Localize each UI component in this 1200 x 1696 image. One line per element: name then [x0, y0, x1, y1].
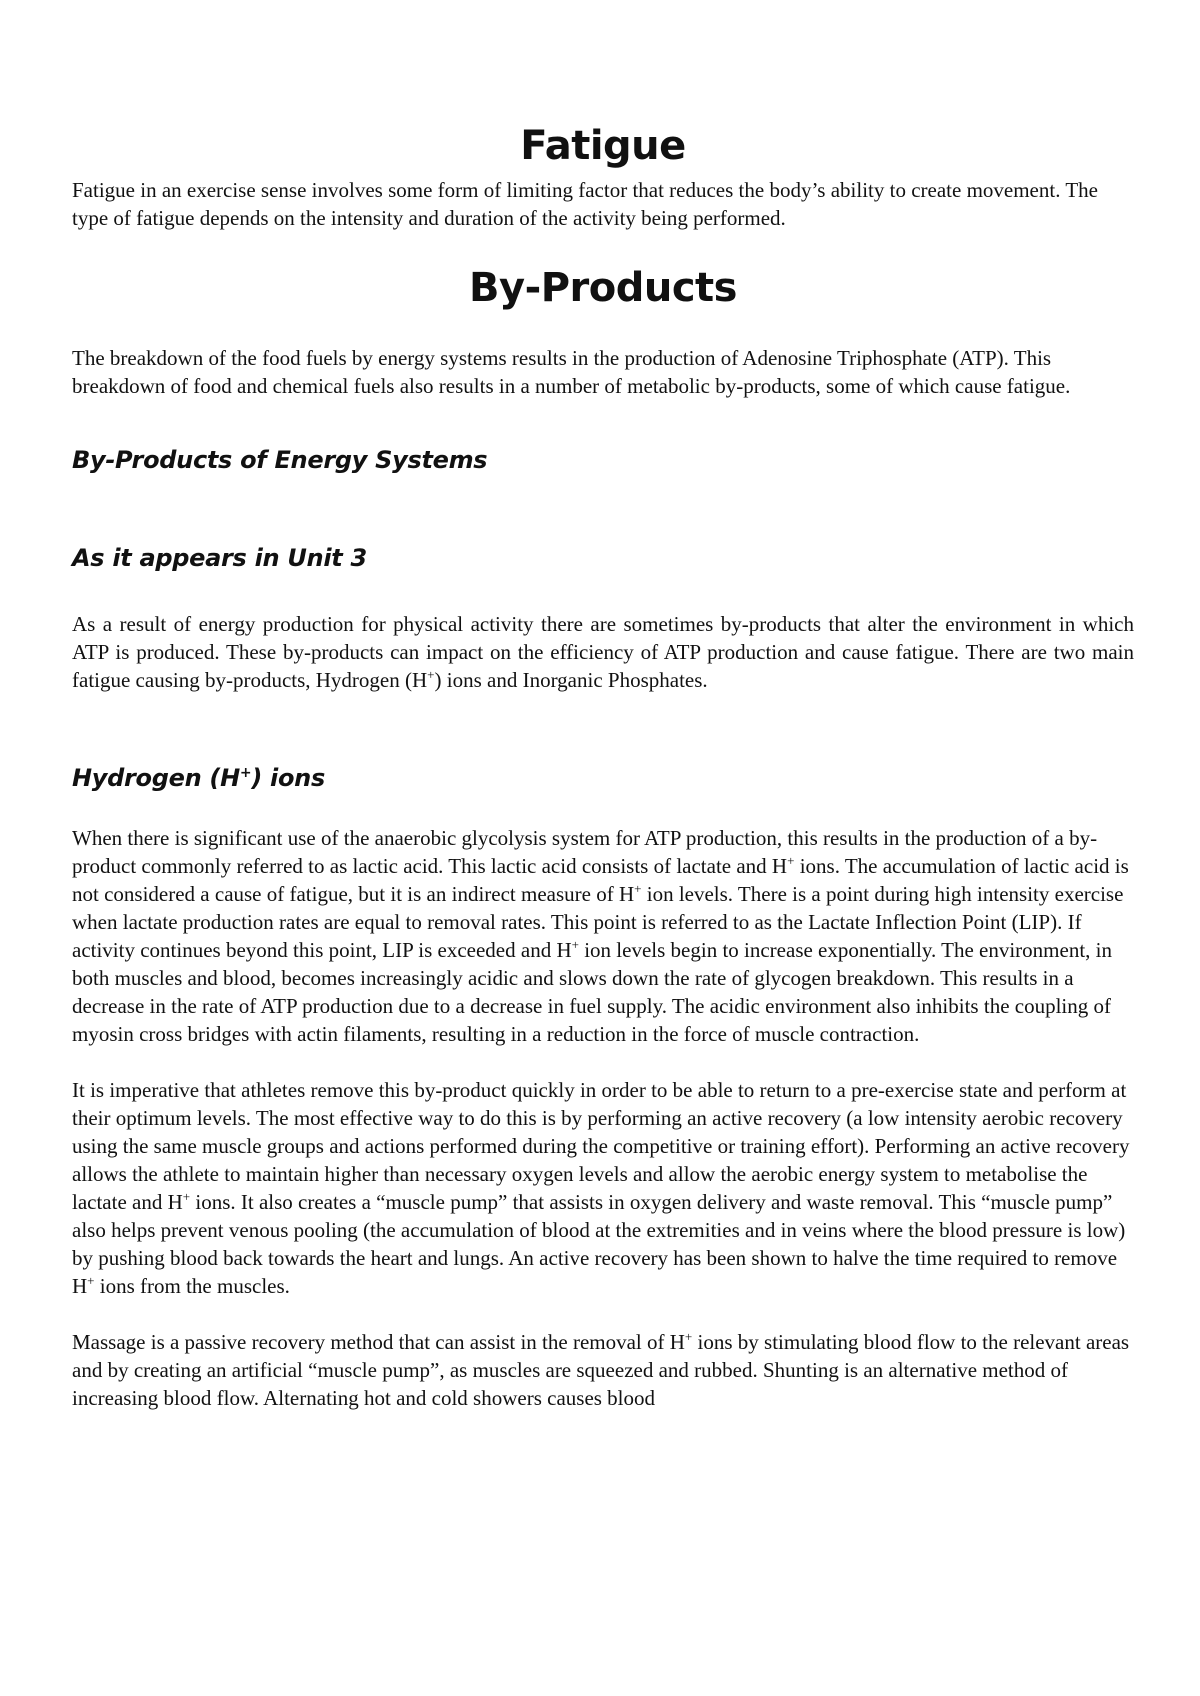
intro-paragraph: Fatigue in an exercise sense involves some form of limiting factor that reduces the body’s ability to create movement. The type of fatigue depends on the intensity and duration of the activity being performed. — [72, 178, 1098, 230]
byproducts-title: By-Products — [469, 265, 737, 311]
hydrogen-ions-heading — [72, 760, 1134, 796]
hp1-text-1: When there is significant use of the anaerobic glycolysis system for ATP production, this results in the production of a by-product commonly referred to as lactic acid. This lactic acid consists of lactate and H — [72, 826, 1098, 878]
unit3-text-b: ) ions and Inorganic Phosphates. — [434, 668, 708, 692]
hydrogen-paragraph-2 — [72, 1076, 1134, 1300]
hydrogen-paragraph-3 — [72, 1328, 1134, 1412]
hp1-text-4: ion levels begin to increase exponentially. The environment, in both muscles and blood, becomes increasingly acidic and slows down the rate of glycogen breakdown. This results in a decrease in the rate of ATP production due to a decrease in fuel supply. The acidic environment also inhibits the coupling of myosin cross bridges with actin filaments, resulting in a reduction in the force of muscle contraction. — [72, 938, 1112, 1046]
superscript-plus: + — [427, 667, 435, 682]
page-title: Fatigue — [520, 123, 686, 169]
hydrogen-paragraph-1 — [72, 824, 1134, 1048]
hp2-text-2: ions. It also creates a “muscle pump” that assists in oxygen delivery and waste removal. This “muscle pump” also helps prevent venous pooling (the accumulation of blood at the extremities and in veins where the blood pressure is low) by pushing blood back towards the heart and lungs. An active recovery has been shown to halve the time required to remove H — [72, 1190, 1126, 1298]
document-page — [72, 118, 1134, 1412]
hydrogen-heading-text-b: ) ions — [251, 764, 325, 792]
superscript-plus: + — [787, 853, 795, 868]
hp2-text-3: ions from the muscles. — [94, 1274, 290, 1298]
hp1-text-2: ions. The accumulation of lactic acid is not considered a cause of fatigue, but it is an indirect measure of H — [72, 854, 1129, 906]
hp1-text-3: ion levels. There is a point during high intensity exercise when lactate production rates are equal to removal rates. This point is referred to as the Lactate Inflection Point (LIP). If activity continues beyond this point, LIP is exceeded and H — [72, 882, 1124, 962]
superscript-plus: + — [571, 937, 579, 952]
superscript-plus: + — [239, 765, 252, 781]
hydrogen-heading-text-a: Hydrogen (H — [72, 764, 240, 792]
hp2-text-1: It is imperative that athletes remove this by-product quickly in order to be able to return to a pre-exercise state and perform at their optimum levels. The most effective way to do this is by performing an active recovery (a low intensity aerobic recovery using the same muscle groups and actions performed during the competitive or training effort). Performing an active recovery allows the athlete to maintain higher than necessary oxygen levels and allow the aerobic energy system to metabolise the lactate and H — [72, 1078, 1130, 1214]
superscript-plus: + — [182, 1189, 191, 1204]
superscript-plus: + — [634, 881, 642, 896]
hp3-text-2: ions by stimulating blood flow to the relevant areas and by creating an artificial “muscle pump”, as muscles are squeezed and rubbed. Shunting is an alternative method of increasing blood flow. Alternating hot and cold showers causes blood — [72, 1330, 1130, 1410]
superscript-plus: + — [87, 1273, 95, 1288]
unit3-heading: As it appears in Unit 3 — [72, 544, 367, 572]
byproducts-paragraph: The breakdown of the food fuels by energy systems results in the production of Adenosine Triphosphate (ATP). This breakdown of food and chemical fuels also results in a number of metabolic by-products, some of which cause fatigue. — [72, 346, 1071, 398]
superscript-plus: + — [684, 1329, 693, 1344]
energy-systems-heading: By-Products of Energy Systems — [72, 446, 488, 474]
unit3-paragraph — [72, 610, 1134, 694]
hp3-text-1: Massage is a passive recovery method that can assist in the removal of H — [72, 1330, 685, 1354]
unit3-text-a: As a result of energy production for physical activity there are sometimes by-products that alter the environment in which ATP is produced. These by-products can impact on the efficiency of ATP production and cause fatigue. There are two main fatigue causing by-products, Hydrogen (H — [72, 612, 1134, 692]
